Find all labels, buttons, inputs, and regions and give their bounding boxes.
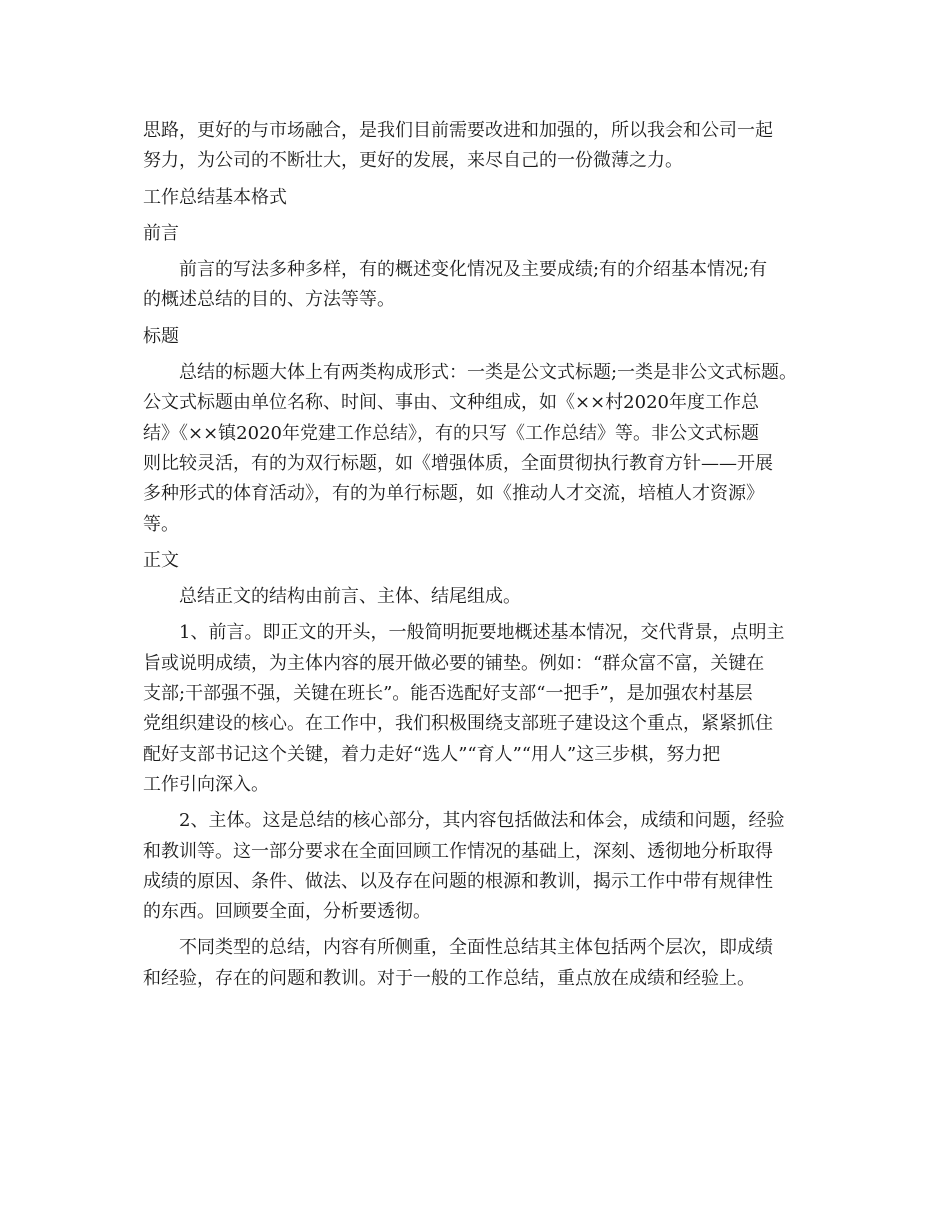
text-line: 多种形式的体育活动》，有的为单行标题，如《推动人才交流，培植人才资源》 — [143, 483, 764, 505]
paragraph-summary-types — [143, 933, 815, 994]
text-line: 思路，更好的与市场融合，是我们目前需要改进和加强的，所以我会和公司一起 — [143, 120, 773, 141]
section-heading-title — [143, 322, 815, 352]
text-line: 工作引向深入。 — [143, 773, 269, 795]
text-line: 的概述总结的目的、方法等等。 — [143, 289, 395, 311]
text-line: 前言的写法多种多样，有的概述变化情况及主要成绩;有的介绍基本情况;有 — [179, 259, 768, 281]
text-line: 公文式标题由单位名称、时间、事由、文种组成，如《××村2020年度工作总 — [143, 392, 759, 414]
paragraph-continuation — [143, 116, 815, 177]
text-line: 1、前言。即正文的开头，一般简明扼要地概述基本情况，交代背景，点明主 — [179, 622, 785, 644]
text-line: 总结的标题大体上有两类构成形式：一类是公文式标题;一类是非公文式标题。 — [179, 362, 798, 384]
text-line: 不同类型的总结，内容有所侧重，全面性总结其主体包括两个层次，即成绩 — [179, 937, 773, 959]
paragraph-preface — [143, 255, 815, 316]
text-line: 2、主体。这是总结的核心部分，其内容包括做法和体会，成绩和问题，经验 — [179, 810, 785, 832]
text-line: 配好支部书记这个关键，着力走好“选人”“育人”“用人”这三步棋，努力把 — [143, 743, 721, 765]
paragraph-body-structure — [143, 582, 815, 612]
heading-text: 正文 — [143, 549, 179, 571]
text-line: 结》《××镇2020年党建工作总结》，有的只写《工作总结》等。非公文式标题 — [143, 422, 759, 444]
section-heading-body — [143, 546, 815, 576]
heading-text: 标题 — [143, 325, 179, 347]
text-line: 和教训等。这一部分要求在全面回顾工作情况的基础上，深刻、透彻地分析取得 — [143, 840, 773, 862]
text-line: 支部;干部强不强，关键在班长”。能否选配好支部“一把手”，是加强农村基层 — [143, 683, 753, 705]
section-heading-preface — [143, 219, 815, 249]
heading-text: 前言 — [143, 222, 179, 244]
text-line: 成绩的原因、条件、做法、以及存在问题的根源和教训，揭示工作中带有规律性 — [143, 870, 773, 892]
paragraph-preface-detail — [143, 618, 815, 800]
heading-text: 工作总结基本格式 — [143, 186, 287, 208]
document-body — [143, 116, 815, 994]
text-line: 和经验，存在的问题和教训。对于一般的工作总结，重点放在成绩和经验上。 — [143, 967, 755, 989]
section-heading-basic-format — [143, 183, 815, 213]
text-line: 则比较灵活，有的为双行标题，如《增强体质，全面贯彻执行教育方针——开展 — [143, 452, 773, 474]
text-line: 总结正文的结构由前言、主体、结尾组成。 — [179, 586, 521, 608]
text-line: 的东西。回顾要全面，分析要透彻。 — [143, 901, 431, 923]
paragraph-title — [143, 358, 815, 540]
text-line: 等。 — [143, 513, 179, 535]
text-line: 努力，为公司的不断壮大，更好的发展，来尽自己的一份微薄之力。 — [143, 150, 683, 172]
text-line: 旨或说明成绩，为主体内容的展开做必要的铺垫。例如：“群众富不富，关键在 — [143, 652, 765, 674]
text-line: 党组织建设的核心。在工作中，我们积极围绕支部班子建设这个重点，紧紧抓住 — [143, 713, 773, 735]
paragraph-main-body — [143, 806, 815, 927]
